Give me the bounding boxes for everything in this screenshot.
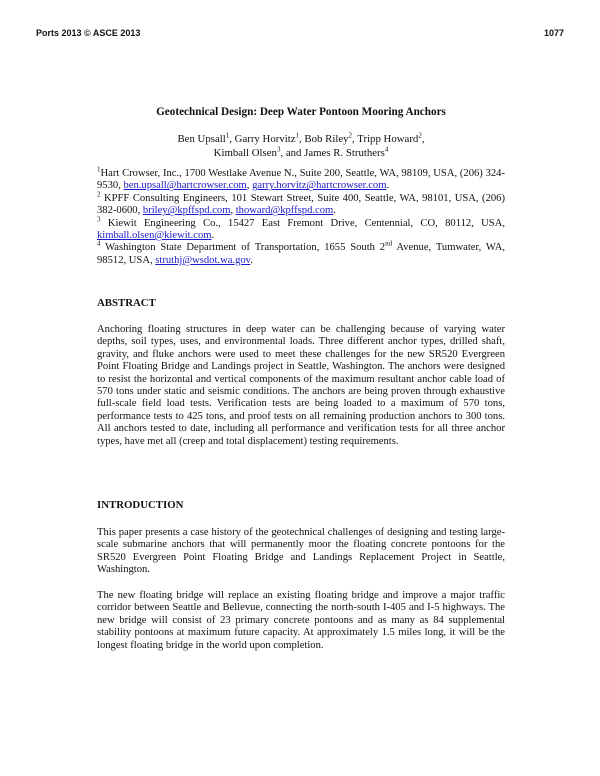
affil-text: Hart Crowser, Inc., 1700 Westlake Avenue N., Suite 200, Seattle, WA, 98109, USA, (206) 324-9530, <box>97 168 505 192</box>
affiliation-3: $^3$ Kiewit Engineering Co., 15427 East Fremont Drive, Centennial, CO, 80112, USA, kimball.olsen@kiewit.com. <box>97 215 505 242</box>
page-number: 1077 <box>543 28 564 38</box>
author-name: Ben Upsall <box>177 133 226 145</box>
email-link[interactable]: garry.horvitz@hartcrowser.com <box>252 180 387 192</box>
header-copyright: Ports 2013 © ASCE 2013 <box>36 28 141 38</box>
affiliation-4: $^4$ Washington State Department of Transportation, 1655 South 2nd Avenue, Tumwater, WA, 98512, USA, struthj@wsdot.wa.gov. <box>97 239 505 266</box>
author-list: Ben Upsall$^1$, Garry Horvitz$^1$, Bob Riley$^2$, Tripp Howard$^2$, Kimball Olsen$^3$, and James R. Struthers$^4$ <box>177 131 425 159</box>
affil-text: Washington State Department of Transportation, 1655 South 2 <box>105 242 386 254</box>
author-name: Kimball Olsen <box>213 147 277 159</box>
author-affil-mark: 2 <box>348 131 353 140</box>
email-link[interactable]: ben.upsall@hartcrowser.com <box>123 180 247 192</box>
author-affil-mark: 1 <box>225 131 230 140</box>
author-name: Garry Horvitz <box>234 133 296 145</box>
author-affil-mark: 3 <box>276 145 281 154</box>
affil-text: KPFF Consulting Engineers, 101 Stewart Street, Suite 400, Seattle, WA, 98101, USA, (206) 382-0600, <box>97 192 505 217</box>
affil-text: Kiewit Engineering Co., 15427 East Fremont Drive, Centennial, CO, 80112, USA, <box>107 217 505 229</box>
author-affil-mark: 1 <box>295 131 300 140</box>
affil-text: Avenue, Tumwater, WA, 98512, USA, <box>97 242 505 266</box>
affiliation-2: $^2$ KPFF Consulting Engineers, 101 Stewart Street, Suite 400, Seattle, WA, 98101, USA, (206) 382-0600, briley@kpffspd.com, thoward@kpffspd.com. <box>97 190 505 217</box>
email-link[interactable]: struthj@wsdot.wa.gov <box>155 254 251 266</box>
affil-number: 2 <box>97 190 101 199</box>
email-link[interactable]: thoward@kpffspd.com <box>235 205 334 217</box>
author-name: Tripp Howard <box>357 133 419 145</box>
running-header <box>36 28 564 42</box>
ordinal-suffix: nd <box>385 239 393 248</box>
affil-number: 4 <box>97 239 101 248</box>
author-conjunction: and <box>285 147 302 159</box>
abstract-body <box>97 324 505 448</box>
abstract-heading: ABSTRACT <box>97 297 156 309</box>
introduction-heading: INTRODUCTION <box>97 499 184 511</box>
paper-title: Geotechnical Design: Deep Water Pontoon Mooring Anchors <box>156 106 446 118</box>
author-affil-mark: 4 <box>384 145 389 154</box>
intro-paragraph: This paper presents a case history of the geotechnical challenges of designing and testing large-scale submarine anchors that will permanently moor the floating concrete pontoons for the SR520 Evergreen Point Floating Bridge and Landings Replacement Project in Seattle, Washington. <box>97 527 505 576</box>
author-name: James R. Struthers <box>304 147 385 159</box>
affil-number: 3 <box>97 215 101 224</box>
intro-paragraph: The new floating bridge will replace an existing floating bridge and improve a major traffic corridor between Seattle and Bellevue, connecting the north-south I-405 and I-5 highways. The new bridge will consist of 23 primary concrete pontoons and as many as 84 supplemental stability pontoons at maximum future capacity. At approximately 1.5 miles long, it will be the longest floating bridge in the world upon completion. <box>97 590 505 651</box>
introduction-paragraph-1 <box>97 527 505 577</box>
author-name: Bob Riley <box>304 133 349 145</box>
abstract-paragraph: Anchoring floating structures in deep water can be challenging because of varying water depths, soil types, uses, and environmental loads. Three different anchor types, drilled shaft, gravity, and fluke anchors were used to meet these challenges for the new SR520 Evergreen Point Floating Bridge and Landings project in Seattle, Washington. The anchors were designed to resist the horizontal and vertical components of the maximum resultant anchor cable load of 570 tons under static and seismic conditions. The anchors are being proven through exhaustive full-scale field load tests. Verification tests are being loaded to a maximum of 570 tons, performance tests to 425 tons, and proof tests on all remaining production anchors to 300 tons. All anchors tested to date, including all performance and verification tests for all three anchor types, have met all (creep and total displacement) testing requirements. <box>97 324 505 447</box>
author-affil-mark: 2 <box>418 131 422 140</box>
affiliation-1: $^1$Hart Crowser, Inc., 1700 Westlake Avenue N., Suite 200, Seattle, WA, 98109, USA, (206) 324-9530, ben.upsall@hartcrowser.com, garry.horvitz@hartcrowser.com. <box>97 165 505 192</box>
email-link[interactable]: briley@kpffspd.com <box>142 205 231 217</box>
affil-number: 1 <box>97 165 101 174</box>
email-link[interactable]: kimball.olsen@kiewit.com <box>97 230 212 242</box>
affiliation-block <box>97 165 505 267</box>
introduction-paragraph-2 <box>97 590 505 652</box>
